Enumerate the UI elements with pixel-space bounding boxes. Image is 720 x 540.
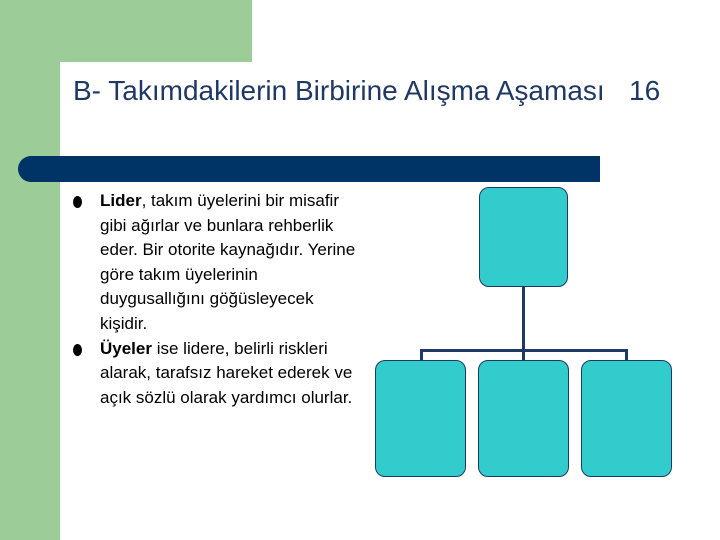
bullet-text-members: ise lidere, belirli riskleri alarak, tarafsız hareket ederek ve açık sözlü olarak yardımcı olurlar. bbox=[100, 338, 353, 407]
org-connector-center bbox=[522, 349, 525, 360]
org-connector-right bbox=[625, 349, 628, 360]
org-box-leader[interactable] bbox=[479, 187, 568, 287]
org-box-member-1[interactable] bbox=[375, 360, 466, 477]
org-box-member-2[interactable] bbox=[478, 360, 569, 477]
bullet-bold-members: Üyeler bbox=[100, 338, 152, 358]
org-connector-left bbox=[420, 349, 423, 360]
slide-title: B- Takımdakilerin Birbirine Alışma Aşaması bbox=[73, 75, 605, 106]
slide-number: 16 bbox=[629, 75, 661, 106]
org-connector-main bbox=[522, 287, 525, 350]
bullet-text-leader: , takım üyelerini bir misafir gibi ağırlar ve bunlara rehberlik eder. Bir otorite kaynağıdır. Yerine göre takım üyelerinin duygusallığını göğüsleyecek kişidir. bbox=[100, 191, 356, 333]
org-box-member-3[interactable] bbox=[581, 360, 672, 477]
bullet-bold-leader: Lider bbox=[100, 191, 142, 210]
